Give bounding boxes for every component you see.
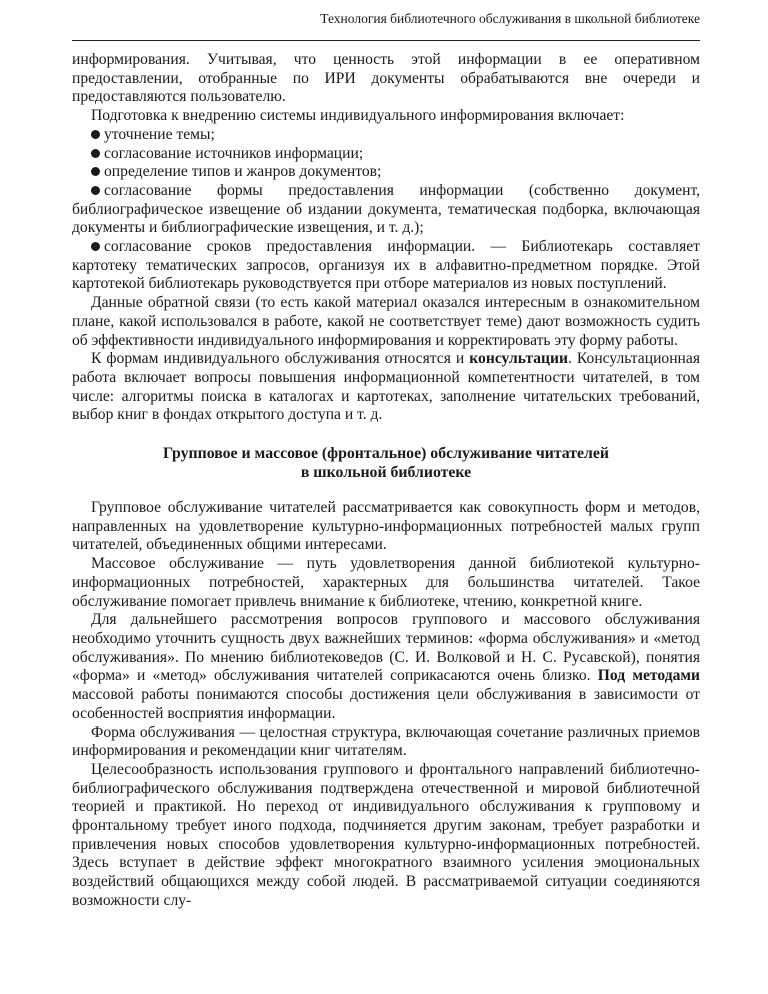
bullet-item: [72, 145, 700, 164]
page-body: [72, 51, 700, 911]
bullet-icon: [91, 186, 100, 195]
bullet-text: согласование источников информации;: [104, 144, 364, 162]
section-heading-line: Групповое и массовое (фронтальное) обслуживание читателей: [162, 445, 610, 463]
text-run: К формам индивидуального обслуживания относятся и: [91, 350, 470, 368]
bullet-item: [72, 126, 700, 145]
bullet-icon: [91, 149, 100, 158]
bullet-item: [72, 238, 700, 294]
paragraph-preparation: Подготовка к внедрению системы индивидуального информирования включает:: [91, 107, 625, 125]
bullet-icon: [91, 167, 100, 176]
section-heading: [72, 444, 700, 482]
running-head: Технология библиотечного обслуживания в школьной библиотеке: [320, 11, 700, 26]
paragraph-expedience: Целесообразность использования группового и фронтального направлений библиотечно-библиографического обслуживания подтверждена отечественной и мировой библиотечной теорией и практикой. Но переход от индивидуального обслуживания к групповому и фронтальному требует иного подхода, подчиняется другим законам, требует разработки и привлечения новых способов удовлетворения культурно-информационных потребностей. Здесь вступает в действие эффект многократного взаимного усиления эмоциональных воздействий общающихся между собой людей. В рассматриваемой ситуации соединяются возможности слу-: [72, 760, 700, 909]
bold-term-methods: Под методами: [597, 667, 700, 685]
bullet-icon: [91, 242, 100, 251]
bullet-item: [72, 163, 700, 182]
bullet-text: согласование сроков предоставления информации. — Библиотекарь составляет картотеку тематических запросов, организуя их в алфавитно-предметном порядке. Этой картотекой библиотекарь руководствуется при отборе материалов из новых поступлений.: [72, 238, 700, 293]
paragraph-mass-service: Массовое обслуживание — путь удовлетворения данной библиотекой культурно-информационных потребностей, характерных для большинства читателей. Такое обслуживание помогает привлечь внимание к библиотеке, чтению, конкретной книге.: [72, 555, 700, 610]
paragraph-terms: [72, 611, 700, 723]
paragraph-form: Форма обслуживания — целостная структура, включающая сочетание различных приемов информирования и рекомендации книг читателям.: [72, 723, 700, 760]
bullet-text: уточнение темы;: [104, 125, 215, 143]
header-rule: [72, 40, 700, 41]
bullet-text: согласование формы предоставления информации (собственно документ, библиографическое извещение об издании документа, тематическая подборка, включающая документы и библиографические извещения, и т. д.);: [72, 181, 700, 237]
text-run: Для дальнейшего рассмотрения вопросов группового и массового обслуживания необходимо уточнить сущность двух важнейших терминов: «форма обслуживания» и «метод обслуживания». По мнению библиотековедов (С. И. Волковой и Н. С. Русавской), понятия «форма» и «метод» обслуживания читателей соприкасаются очень близко.: [72, 611, 700, 685]
paragraph-group-service: Групповое обслуживание читателей рассматривается как совокупность форм и методов, направленных на удовлетворение культурно-информационных потребностей малых групп читателей, объединенных общими интересами.: [72, 499, 700, 554]
bold-term-consultations: консультации: [469, 350, 568, 368]
paragraph-consultations: [72, 350, 700, 425]
paragraph-continuation: информирования. Учитывая, что ценность этой информации в ее оперативном предоставлении, отобранные по ИРИ документы обрабатываются вне очереди и предоставляются пользователю.: [72, 51, 700, 106]
bullet-icon: [91, 130, 100, 139]
bullet-item: [72, 182, 700, 238]
text-run: . Консультационная работа включает вопросы повышения информационной компетентности читателей, в том числе: алгоритмы поиска в каталогах и картотеках, заполнение читательских требований, выбор книг в фондах открытого доступа и т. д.: [72, 350, 700, 424]
text-run: массовой работы понимаются способы достижения цели обслуживания в зависимости от особенностей восприятия информации.: [72, 686, 700, 722]
bullet-text: определение типов и жанров документов;: [104, 163, 382, 181]
paragraph-feedback: Данные обратной связи (то есть какой материал оказался интересным в ознакомительном плане, какой использовался в работе, какой не соответствует теме) дают возможность судить об эффективности индивидуального информирования и корректировать эту форму работы.: [72, 294, 700, 349]
section-heading-line: в школьной библиотеке: [300, 464, 472, 482]
